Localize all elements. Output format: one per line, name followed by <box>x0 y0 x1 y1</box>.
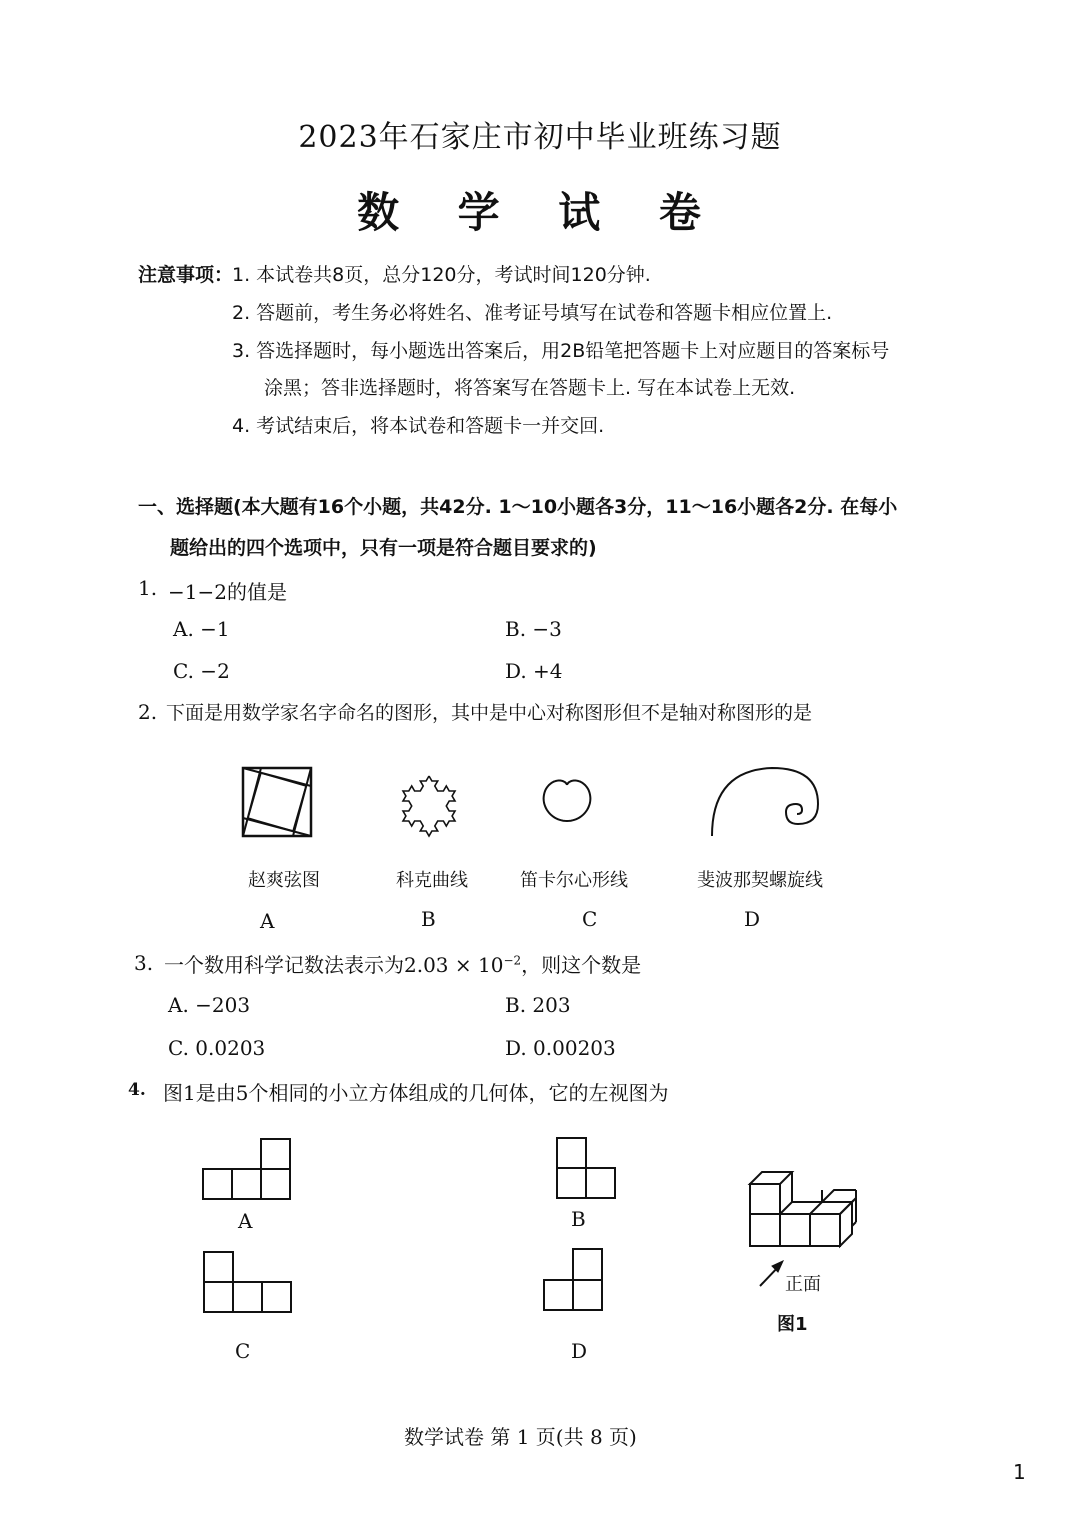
view-option-d <box>543 1247 605 1313</box>
figure-d-caption: 斐波那契螺旋线 <box>697 870 823 891</box>
question-1-option-d: D. +4 <box>505 659 563 683</box>
figure-c-caption: 笛卡尔心形线 <box>520 870 628 891</box>
question-1-option-b: B. −3 <box>505 617 562 641</box>
question-1-option-c: C. −2 <box>173 659 230 683</box>
question-3-option-b: B. 203 <box>505 993 571 1017</box>
page-number: 1 <box>1013 1460 1026 1484</box>
fibonacci-spiral-figure <box>706 764 824 838</box>
figure-c-letter: C <box>582 907 598 931</box>
zhao-shuang-figure <box>242 767 312 837</box>
question-2-number: 2. <box>138 700 158 724</box>
view-option-a-letter: A <box>238 1209 253 1233</box>
question-1-stem: −1−2的值是 <box>168 580 287 604</box>
figure-1-caption: 图1 <box>777 1314 808 1335</box>
note-item-1: 1. 本试卷共8页，总分120分，考试时间120分钟. <box>232 264 651 286</box>
section-heading-cont: 题给出的四个选项中，只有一项是符合题目要求的) <box>170 537 597 559</box>
question-4-stem: 图1是由5个相同的小立方体组成的几何体，它的左视图为 <box>163 1081 669 1105</box>
note-item-2: 2. 答题前，考生务必将姓名、准考证号填写在试卷和答题卡相应位置上. <box>232 302 833 324</box>
figure-a-letter: A <box>260 909 275 933</box>
figure-a-caption: 赵爽弦图 <box>248 870 320 891</box>
section-heading: 一、选择题(本大题有16个小题，共42分. 1～10小题各3分，11～16小题各2分. 在每小 <box>138 496 898 518</box>
figure-1-solid <box>748 1164 860 1252</box>
figure-b-caption: 科克曲线 <box>396 870 468 891</box>
view-option-b <box>556 1136 618 1200</box>
question-3-option-a: A. −203 <box>168 993 251 1017</box>
view-option-c-letter: C <box>235 1339 251 1363</box>
exam-header-title: 2023年石家庄市初中毕业班练习题 <box>298 120 782 155</box>
koch-snowflake-figure <box>390 765 468 845</box>
view-option-b-letter: B <box>571 1207 586 1231</box>
figure-b-letter: B <box>421 907 436 931</box>
front-arrow-icon <box>757 1259 785 1289</box>
question-4-number: 4. <box>128 1080 146 1100</box>
exam-subject-title: 数 学 试 卷 <box>357 188 723 237</box>
note-item-3: 3. 答选择题时，每小题选出答案后，用2B铅笔把答题卡上对应题目的答案标号 <box>232 340 890 362</box>
front-label: 正面 <box>785 1274 821 1295</box>
view-option-a <box>202 1137 292 1201</box>
question-1-number: 1. <box>138 576 158 600</box>
note-item-4: 4. 考试结束后，将本试卷和答题卡一并交回. <box>232 415 605 437</box>
figure-d-letter: D <box>744 907 761 931</box>
question-2-stem: 下面是用数学家名字命名的图形，其中是中心对称图形但不是轴对称图形的是 <box>166 702 813 724</box>
cardioid-figure <box>528 761 606 841</box>
note-item-3-cont: 涂黑；答非选择题时，将答案写在答题卡上. 写在本试卷上无效. <box>264 377 796 399</box>
view-option-c <box>203 1250 293 1314</box>
question-3-stem: 一个数用科学记数法表示为$2.03 \times 10^{-2}$，则这个数是 <box>164 953 642 977</box>
question-3-option-c: C. 0.0203 <box>168 1036 266 1060</box>
page-footer: 数学试卷 第 1 页(共 8 页) <box>404 1425 637 1449</box>
question-3-option-d: D. 0.00203 <box>505 1036 616 1060</box>
question-3-number: 3. <box>134 951 154 975</box>
question-1-option-a: A. −1 <box>173 617 230 641</box>
notes-label: 注意事项： <box>138 264 234 286</box>
view-option-d-letter: D <box>571 1339 588 1363</box>
